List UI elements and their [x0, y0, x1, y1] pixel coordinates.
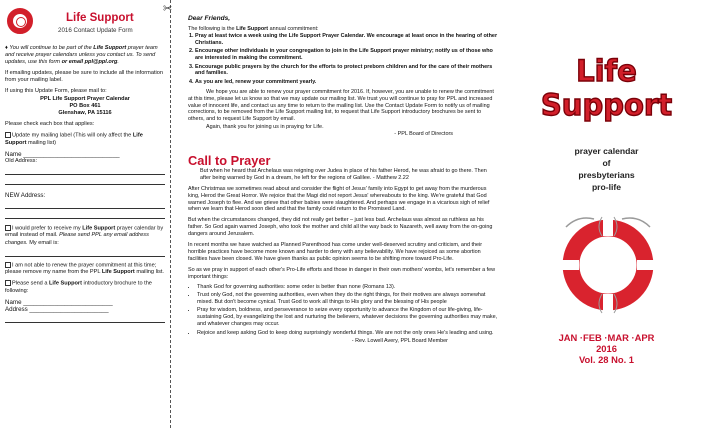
name-field[interactable]: Name ____________________________	[5, 150, 120, 158]
option-brochure	[5, 280, 165, 295]
cover-tagline-2: of	[602, 158, 611, 168]
remove-option-checkbox[interactable]	[5, 262, 11, 268]
brochure-address-line-2[interactable]	[5, 315, 165, 323]
option-3-text: I am not able to renew the prayer commitment at this time; please remove my name from the PPL	[5, 262, 157, 276]
cut-line	[170, 0, 171, 428]
cover-tagline-4: pro-life	[591, 182, 622, 192]
call-paragraph: But when the circumstances changed, they did not really get better – just less bad. Archelaus was almost as ruthless as his father. So God again warned Joseph, who took the mother and child all the way back to Nazareth, well away from the on-going dangers around Jerusalem.	[188, 217, 493, 238]
prayer-point: • Rejoice and keep asking God to keep doing surprisingly wonderful things. We are not the only ones He's leading and using.	[197, 330, 498, 337]
option-3-end: mailing list.	[136, 269, 164, 276]
scissors-icon: ✂	[163, 3, 173, 15]
form-brand: Life Support	[66, 12, 134, 24]
option-email	[5, 225, 165, 247]
call-to-prayer-heading: Call to Prayer	[188, 153, 271, 168]
cover-year: 2016	[596, 343, 617, 354]
call-paragraph: In recent months we have watched as Planned Parenthood has come under well-deserved scrutiny and criticism, and their horrible practices have become more known and harder to deny with any believability. We have rejoiced as some abortion facilities have been closed. We have given thanks as public opinion seems to be shifting more toward Pro-Life.	[188, 242, 483, 262]
prayer-point: • Trust only God, not the governing authorities, even when they do the right things, for their motives are always somewhat mixed. But don't become cynical. Trust God to work all things to His glory and the blessing of His people	[197, 292, 498, 306]
option-2-note: prayer calendar by email instead of mail.	[5, 225, 164, 239]
lead-text: The following is the	[188, 26, 235, 32]
mail-note: If using this Update Form, please mail to:	[5, 88, 107, 95]
option-1-end: mailing list)	[28, 139, 56, 146]
call-signature: - Rev. Lowell Avery, PPL Board Member	[351, 337, 448, 344]
cover-tagline-3: presbyterians	[578, 170, 635, 180]
email-note: If emailing updates, please be sure to include all the information from your mailing label.	[5, 70, 163, 84]
intro-text-a: You will continue to be part of the	[9, 45, 92, 51]
scripture-verse: But when he heard that Archelaus was reigning over Judea in place of his father Herod, he was afraid to go there. Then after being warned by God in a dream, he left for the regions of Galilee. - Matthew 2.22	[200, 167, 487, 181]
prayer-point: • Thank God for governing authorities: some order is better than none (Romans 13).	[197, 284, 498, 291]
new-address-line-2[interactable]	[5, 211, 165, 219]
name-label: Name	[5, 150, 22, 158]
intro-text-d: or email	[61, 59, 84, 66]
contact-email-link[interactable]: ppl@ppl.org	[84, 59, 118, 66]
option-4-text: Please send a	[12, 280, 48, 287]
address-line-3: Glenshaw, PA 15116	[58, 109, 112, 116]
option-2-email-label: My email is:	[29, 239, 59, 246]
option-1-brand: Life Support	[5, 132, 143, 146]
address-line-1: PPL Life Support Prayer Calendar	[40, 95, 130, 102]
letter-body: We hope you are able to renew your prayer commitment for 2016. If, however, you are unable to renew the commitment at this time, please let us know so that we may update our mailing list. We trust you will continue to pray for PPL and increased value of innocent life, and contact us any time to return to the mailing list. Use the Contact Update Form to notify us of mailing corrections, to be removed from the Life Support mailing list, to request that Life Support introductory brochures be sent to others, and to request Life Support by email.	[188, 88, 494, 123]
cover-title-support: Support	[540, 88, 673, 122]
old-address-line-1[interactable]	[5, 167, 165, 175]
new-address-label: NEW Address:	[5, 191, 46, 199]
lead-end: annual commitment:	[269, 26, 319, 32]
intro-text-c: prayer team and receive prayer calendars unless you contact us. To send updates, use this form	[5, 45, 158, 66]
brochure-address-label: Address	[5, 306, 28, 314]
option-3-brand: Life Support	[101, 269, 135, 276]
option-remove	[5, 262, 165, 277]
option-2-italic: Please send PPL any email address changes.	[5, 232, 149, 246]
email-address-line[interactable]	[5, 249, 165, 257]
check-note: Please check each box that applies:	[5, 120, 95, 127]
cover-panel	[508, 0, 705, 428]
option-1-note: (This will only affect the	[73, 132, 132, 139]
life-ring-icon	[7, 8, 33, 34]
mailing-address	[5, 96, 165, 117]
old-address-label: Old Address:	[5, 157, 38, 164]
option-4-brand: Life Support	[49, 280, 82, 287]
brochure-option-checkbox[interactable]	[5, 280, 11, 286]
prayer-point: • Pray for wisdom, boldness, and perseverance to seize every opportunity to advance the Kingdom of our life-giving, life-sustaining God, by evangelizing the lost and nurturing the believers, whatever decisions the governing authorities may make, and whatever changes may occur.	[197, 307, 498, 328]
option-update-label	[5, 132, 165, 147]
email-option-checkbox[interactable]	[5, 225, 11, 231]
option-1-text: Update my mailing label	[12, 132, 72, 139]
intro-paragraph: ♦ You will continue to be part of the Life Support prayer team and receive prayer calendars unless you contact us. To send updates, use this form or email ppl@ppl.org.	[5, 45, 158, 66]
cover-title-life: Life	[576, 54, 637, 88]
update-form	[5, 45, 165, 323]
lead-brand: Life Support	[236, 26, 269, 32]
prayer-points	[188, 284, 498, 337]
letter-lead	[188, 26, 498, 33]
life-ring-icon	[558, 215, 658, 315]
option-2-brand: Life Support	[82, 225, 116, 232]
call-paragraph: After Christmas we sometimes read about and consider the flight of Jesus' family into Egypt to get away from the murderous king, Herod the Great Horror. We rejoice that the Magi did not report Jesus' whereabouts to the king. We're grateful that God warned Joseph to flee. And we grieve that other babies were slaughtered. And perhaps we engage in a vicarious sigh of relief when we learn that Herod soon died and that the family could return to the Promised Land.	[188, 185, 490, 213]
letter-greeting: Dear Friends,	[188, 15, 231, 22]
cover-tagline-1: prayer calendar	[574, 146, 639, 156]
commitment-item: 3. Encourage public prayers by the church for the efforts to protect preborn children and for the care of their mothers and families.	[195, 64, 498, 78]
update-label-checkbox[interactable]	[5, 132, 11, 138]
cover-volume: Vol. 28 No. 1	[578, 354, 635, 365]
option-2-text: I would prefer to receive my	[12, 225, 81, 232]
option-4-end: introductory brochure to the following:	[5, 280, 152, 294]
old-address-line-2[interactable]	[5, 177, 165, 185]
brochure-name-label: Name	[5, 299, 22, 306]
new-address-line-1[interactable]	[5, 201, 165, 209]
form-subtitle: 2016 Contact Update Form	[58, 27, 133, 34]
call-to-prayer	[188, 153, 498, 345]
brochure-name-field[interactable]: Name __________________________	[5, 299, 113, 306]
letter-signature: - PPL Board of Directors	[394, 131, 453, 138]
diamond-bullet-icon: ♦	[5, 45, 8, 51]
intro-brand: Life Support	[93, 45, 127, 51]
call-paragraph: So as we pray in support of each other's Pro-Life efforts and those in danger in their own mothers' wombs, let's remember a few important things:	[188, 266, 496, 280]
commitment-item: 1. Pray at least twice a week using the Life Support Prayer Calendar. We encourage at least once in the hearing of other Christians.	[195, 33, 498, 47]
cover-months: JAN ·FEB ·MAR ·APR	[558, 332, 655, 343]
commitment-list	[188, 33, 498, 86]
letter-thanks: Again, thank you for joining us in praying for Life.	[206, 124, 324, 131]
address-line-2: PO Box 461	[69, 102, 101, 109]
brochure-address-field[interactable]: Address _______________________	[5, 306, 109, 314]
commitment-item: 4. As you are led, renew your commitment yearly.	[195, 79, 498, 86]
commitment-letter	[188, 26, 498, 138]
commitment-item: 2. Encourage other individuals in your congregation to join in the Life Support prayer ministry; notify us of those who are interested in making the commitment.	[195, 48, 498, 62]
